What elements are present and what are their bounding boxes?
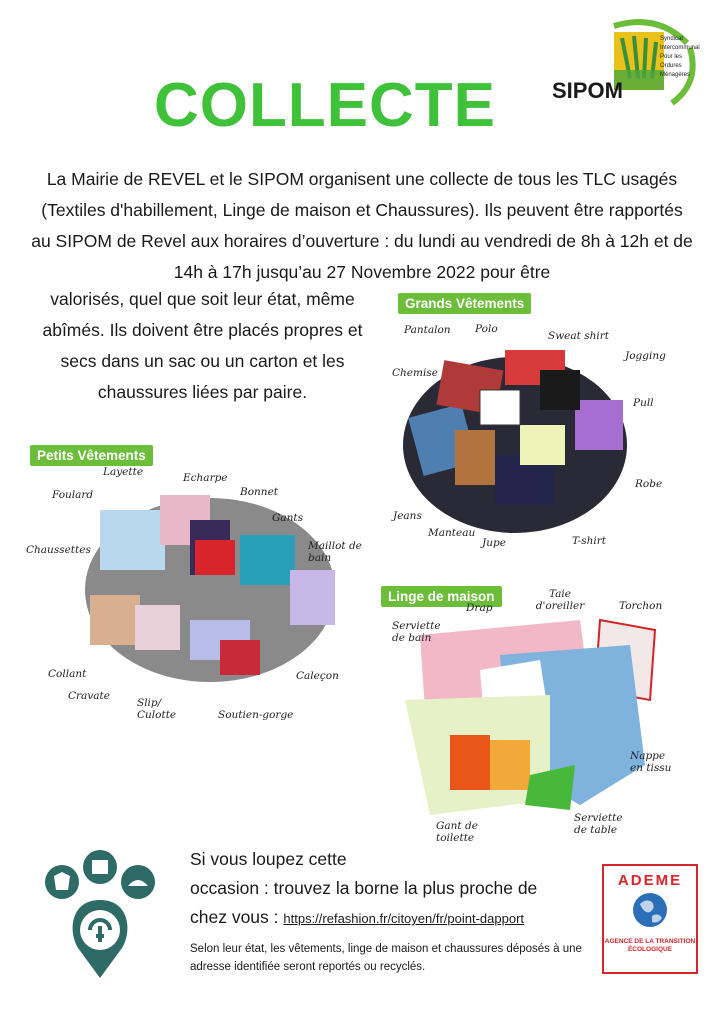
sipom-line: Syndicat xyxy=(660,36,684,42)
label-pull: Pull xyxy=(633,397,654,409)
label-torchon: Torchon xyxy=(619,600,663,612)
globe-icon xyxy=(632,892,668,928)
label-polo: Polo xyxy=(475,323,498,335)
label-jeans: Jeans xyxy=(393,510,422,522)
label-nappe-en-tissu: Nappe en tissu xyxy=(630,750,672,774)
label-bonnet: Bonnet xyxy=(240,486,278,498)
label-gant-de-toilette: Gant de toilette xyxy=(436,820,478,844)
label-serviette-de-bain: Serviette de bain xyxy=(392,620,441,644)
label-maillot-de-bain: Maillot de bain xyxy=(308,540,362,564)
ademe-logo xyxy=(602,864,698,974)
label-robe: Robe xyxy=(635,478,663,490)
bottom-line-2: occasion : trouvez la borne la plus proche de xyxy=(190,878,538,898)
refashion-link[interactable]: https://refashion.fr/citoyen/fr/point-dapport xyxy=(283,911,525,926)
label-sweat-shirt: Sweat shirt xyxy=(548,330,609,342)
label-layette: Layette xyxy=(103,466,144,478)
grands-vetements-pile xyxy=(395,335,635,540)
label-jupe: Jupe xyxy=(482,537,506,549)
sipom-line: Ordures xyxy=(660,63,682,69)
ademe-subtitle: AGENCE DE LA TRANSITION ÉCOLOGIQUE xyxy=(604,938,696,953)
petits-vetements-banner: Petits Vêtements xyxy=(30,445,153,466)
intro-paragraph-continued: valorisés, quel que soit leur état, même abîmés. Ils doivent être placés propres et secs dans un sac ou un carton et les chaussures liées par paire. xyxy=(42,289,363,402)
intro-paragraph: La Mairie de REVEL et le SIPOM organisent une collecte de tous les TLC usagés (Textiles d'habillement, Linge de maison et Chaussures). Ils peuvent être rapportés au SIPOM de Revel aux horaires d’ouverture : du lundi au vendredi de 8h à 12h et de 14h à 17h jusqu’au 27 Novembre 2022 pour être xyxy=(31,169,693,282)
sipom-line: Intercommunal xyxy=(660,45,700,51)
bottom-line-3 xyxy=(190,903,590,933)
bottom-line-3-text: chez vous : xyxy=(190,907,284,927)
grands-vetements-banner: Grands Vêtements xyxy=(398,293,531,314)
label-chaussettes: Chaussettes xyxy=(26,544,91,556)
sipom-line: Ménagères xyxy=(660,72,691,78)
label-serviette-de-table: Serviette de table xyxy=(574,812,623,836)
label-taie-doreiller: Taie d'oreiller xyxy=(535,588,585,612)
label-chemise: Chemise xyxy=(392,367,438,379)
sipom-name: SIPOM xyxy=(552,78,623,103)
label-t-shirt: T-shirt xyxy=(572,535,606,547)
label-slip-culotte: Slip/ Culotte xyxy=(137,697,177,721)
label-pantalon: Pantalon xyxy=(404,324,451,336)
label-foulard: Foulard xyxy=(52,489,94,501)
bottom-text-block xyxy=(190,845,590,933)
linge-de-maison-banner: Linge de maison xyxy=(381,586,502,607)
bottom-line-1: Si vous loupez cette xyxy=(190,849,347,869)
label-calecon: Caleçon xyxy=(296,670,339,682)
sipom-line: Pour les xyxy=(660,54,683,60)
label-gants: Gants xyxy=(272,512,304,524)
label-echarpe: Echarpe xyxy=(183,472,228,484)
label-drap: Drap xyxy=(466,602,493,614)
label-cravate: Cravate xyxy=(68,690,110,702)
bottom-footnote: Selon leur état, les vêtements, linge de maison et chaussures déposés à une adresse identifiée seront reportés ou recyclés. xyxy=(190,943,582,973)
refashion-pin-icon xyxy=(40,850,160,980)
label-jogging: Jogging xyxy=(625,350,666,362)
label-collant: Collant xyxy=(48,668,87,680)
ademe-name: ADEME xyxy=(617,872,683,889)
linge-de-maison-pile xyxy=(400,615,660,825)
page-title: COLLECTE xyxy=(153,71,497,140)
label-manteau: Manteau xyxy=(428,527,476,539)
label-soutien-gorge: Soutien-gorge xyxy=(218,709,294,721)
